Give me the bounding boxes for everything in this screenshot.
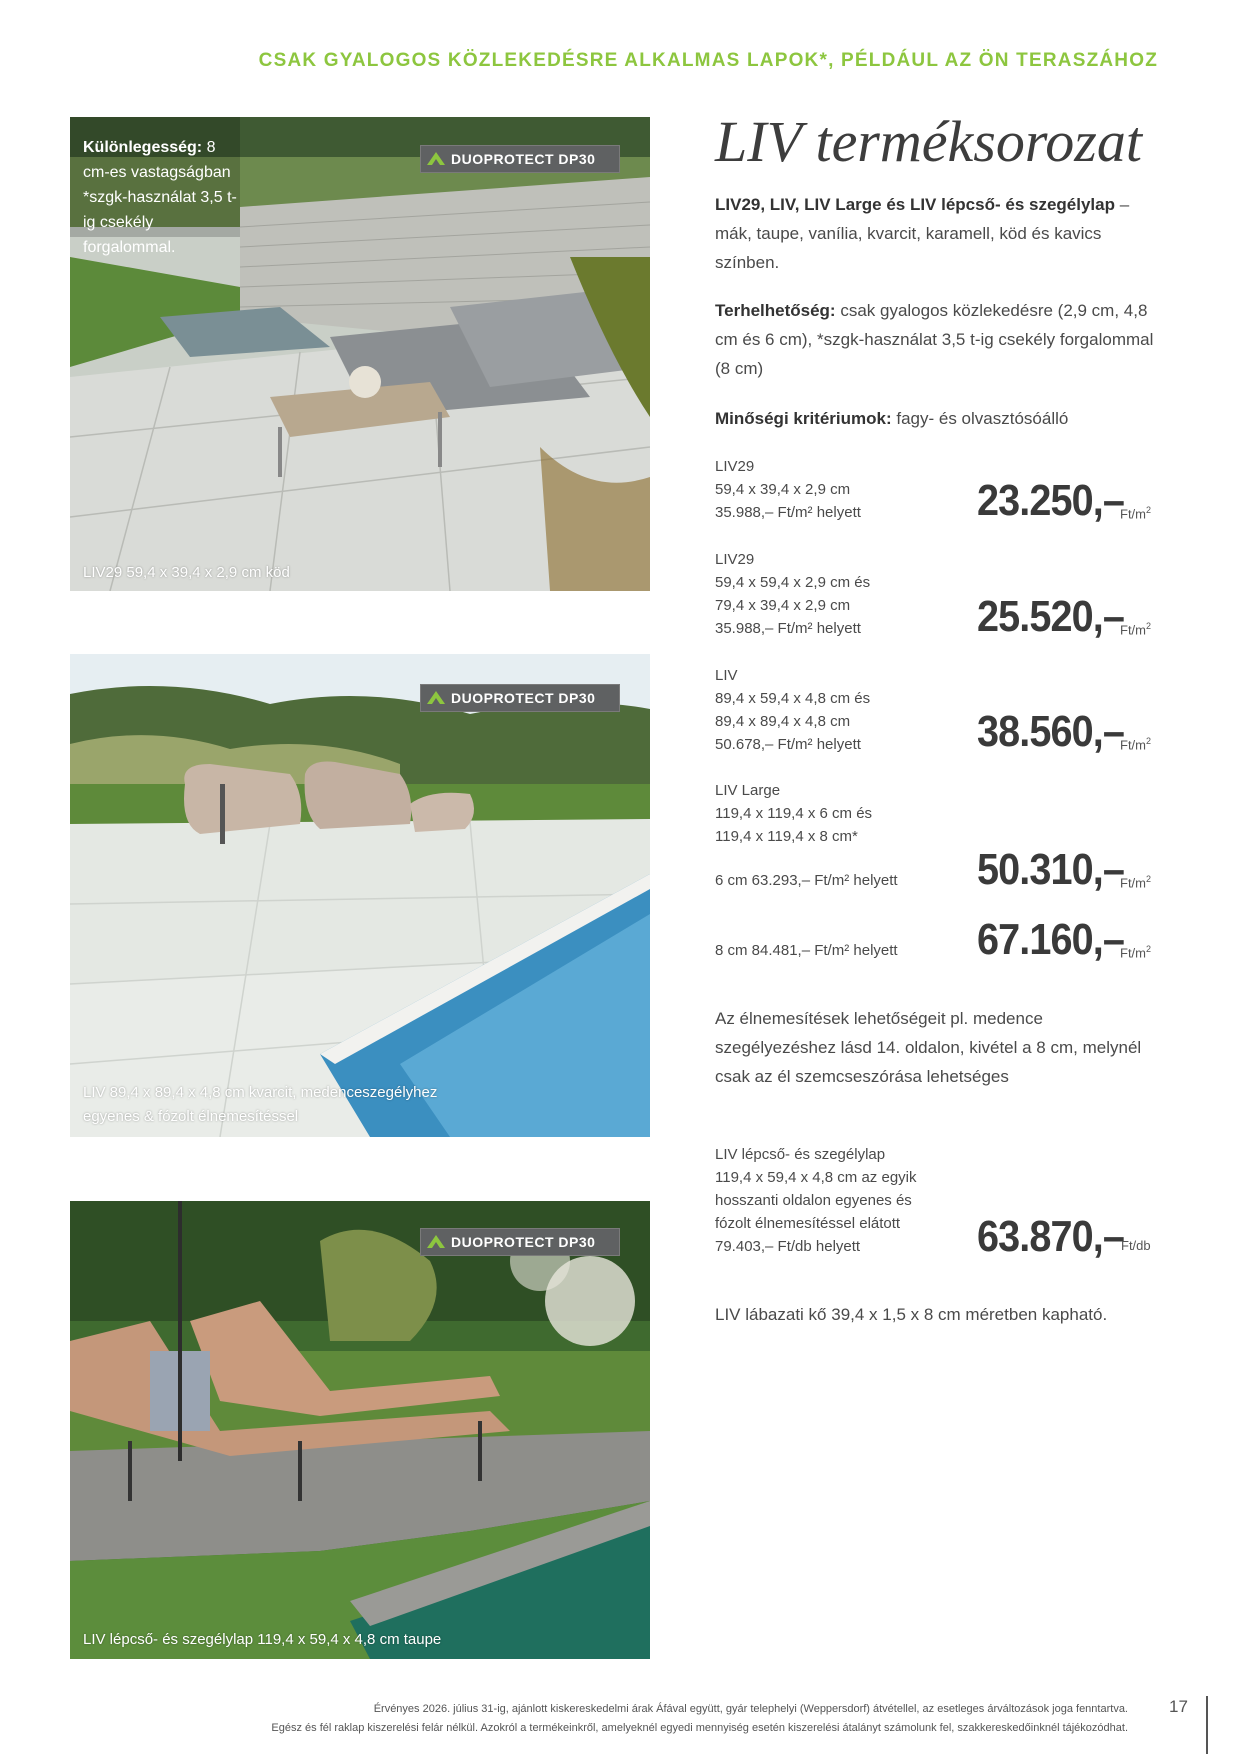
photo-caption	[83, 1081, 513, 1129]
load-text: csak gyalogos közlekedésre (2,9 cm, 4,8 cm és 6 cm), *szgk-használat 3,5 t-ig csekély forgalommal (8 cm)	[715, 301, 1154, 378]
pool-illustration	[70, 654, 650, 1137]
page-number: 17	[1169, 1697, 1188, 1716]
triangle-logo-icon	[421, 1229, 451, 1255]
photo-caption: LIV lépcső- és szegélylap 119,4 x 59,4 x 4,8 cm taupe	[83, 1631, 442, 1648]
spec-line: LIV lépcső- és szegélylap	[715, 1146, 886, 1163]
special-note	[83, 135, 243, 260]
spec-line: hosszanti oldalon egyenes és	[715, 1192, 912, 1209]
spec-line: 8 cm 84.481,– Ft/m² helyett	[715, 942, 898, 959]
loungers-illustration	[70, 1201, 650, 1659]
spec-line: LIV29	[715, 551, 755, 568]
spec-line: 59,4 x 59,4 x 2,9 cm és	[715, 574, 871, 591]
product-price: 25.520,–	[977, 592, 1124, 641]
price-unit: $Ft/m^2$	[1120, 944, 1152, 961]
load-label: Terhelhetőség:	[715, 301, 836, 320]
duoprotect-badge	[420, 145, 620, 173]
spec-line: 119,4 x 119,4 x 8 cm*	[715, 828, 858, 845]
duoprotect-badge	[420, 1228, 620, 1256]
product-price: 50.310,–	[977, 845, 1124, 894]
product-spec	[715, 455, 975, 524]
spec-line: 6 cm 63.293,– Ft/m² helyett	[715, 872, 898, 889]
spec-line: 89,4 x 89,4 x 4,8 cm	[715, 713, 851, 730]
price-unit: $Ft/m^2$	[1120, 621, 1152, 638]
product-spec	[715, 869, 975, 892]
plinth-note: LIV lábazati kő 39,4 x 1,5 x 8 cm méretben kapható.	[715, 1305, 1108, 1324]
spec-line: LIV29	[715, 458, 755, 475]
product-spec	[715, 939, 975, 962]
product-price: 67.160,–	[977, 915, 1124, 964]
special-label: Különlegesség:	[83, 139, 203, 156]
price-unit: $Ft/m^2$	[1120, 505, 1152, 522]
special-text: 8 cm-es vastagságban *szgk-használat 3,5 t-ig csekély forgalommal.	[83, 139, 237, 256]
product-spec	[715, 664, 975, 756]
badge-label: DUOPROTECT DP30	[451, 690, 596, 706]
quality-paragraph	[715, 404, 1155, 433]
spec-line: 35.988,– Ft/m² helyett	[715, 620, 861, 637]
spec-line: 89,4 x 59,4 x 4,8 cm és	[715, 690, 871, 707]
triangle-logo-icon	[421, 146, 451, 172]
section-headline: CSAK GYALOGOS KÖZLEKEDÉSRE ALKALMAS LAPOK*, PÉLDÁUL AZ ÖN TERASZÁHOZ	[258, 50, 1158, 71]
duoprotect-badge	[420, 684, 620, 712]
page-title: LIV terméksorozat	[715, 109, 1142, 174]
pool-photo	[70, 654, 650, 1137]
terrace-photo	[70, 117, 650, 591]
spec-line: fózolt élnemesítéssel elátott	[715, 1215, 901, 1232]
quality-label: Minőségi kritériumok:	[715, 409, 892, 428]
spec-line: LIV Large	[715, 782, 781, 799]
spec-line: 35.988,– Ft/m² helyett	[715, 504, 861, 521]
spec-line: 119,4 x 59,4 x 4,8 cm az egyik	[715, 1169, 917, 1186]
loungers-photo	[70, 1201, 650, 1659]
caption-line: egyenes & fózolt élnemesítéssel	[83, 1108, 299, 1125]
spec-line: 119,4 x 119,4 x 6 cm és	[715, 805, 873, 822]
intro-bold: LIV29, LIV, LIV Large és LIV lépcső- és szegélylap	[715, 195, 1115, 214]
step-slab-spec	[715, 1143, 975, 1258]
footer-line: Érvényes 2026. július 31-ig, ajánlott kiskereskedelmi árak Áfával együtt, gyár telephelyi (Weppersdorf) átvétellel, az esetleges árváltozások joga fenntartva.	[373, 1703, 1128, 1715]
price-unit: $Ft/m^2$	[1120, 736, 1152, 753]
load-paragraph	[715, 296, 1155, 383]
price-unit: $Ft/m^2$	[1120, 874, 1152, 891]
triangle-logo-icon	[421, 685, 451, 711]
spec-line: 50.678,– Ft/m² helyett	[715, 736, 861, 753]
footer-legal	[128, 1700, 1128, 1738]
page-divider	[1206, 1696, 1208, 1754]
badge-label: DUOPROTECT DP30	[451, 1234, 596, 1250]
step-slab-price: 63.870,–	[977, 1212, 1124, 1261]
finishing-note: Az élnemesítések lehetőségeit pl. medence szegélyezéshez lásd 14. oldalon, kivétel a 8 cm, melynél csak az él szemcseszórása lehetséges	[715, 1009, 1142, 1086]
product-price: 38.560,–	[977, 707, 1124, 756]
intro-text: – mák, taupe, vanília, kvarcit, karamell, köd és kavics színben.	[715, 195, 1130, 272]
spec-line: 59,4 x 39,4 x 2,9 cm	[715, 481, 851, 498]
spec-line: 79,4 x 39,4 x 2,9 cm	[715, 597, 851, 614]
spec-line: 79.403,– Ft/db helyett	[715, 1238, 861, 1255]
caption-line: LIV 89,4 x 89,4 x 4,8 cm kvarcit, medenceszegélyhez	[83, 1084, 438, 1101]
product-spec	[715, 779, 975, 848]
badge-label: DUOPROTECT DP30	[451, 151, 596, 167]
quality-text: fagy- és olvasztósóálló	[891, 409, 1069, 428]
intro-paragraph	[715, 190, 1155, 277]
photo-caption: LIV29 59,4 x 39,4 x 2,9 cm köd	[83, 564, 290, 581]
price-unit: Ft/db	[1121, 1238, 1151, 1253]
footer-line: Egész és fél raklap kiszerelési felár nélkül. Azokról a termékeinkről, amelyeknél egyedi mennyiség esetén kiszerelési átalányt számolunk fel, szakkereskedőinknél tájékozódhat.	[271, 1722, 1128, 1734]
product-price: 23.250,–	[977, 476, 1124, 525]
spec-line: LIV	[715, 667, 738, 684]
product-spec	[715, 548, 975, 640]
